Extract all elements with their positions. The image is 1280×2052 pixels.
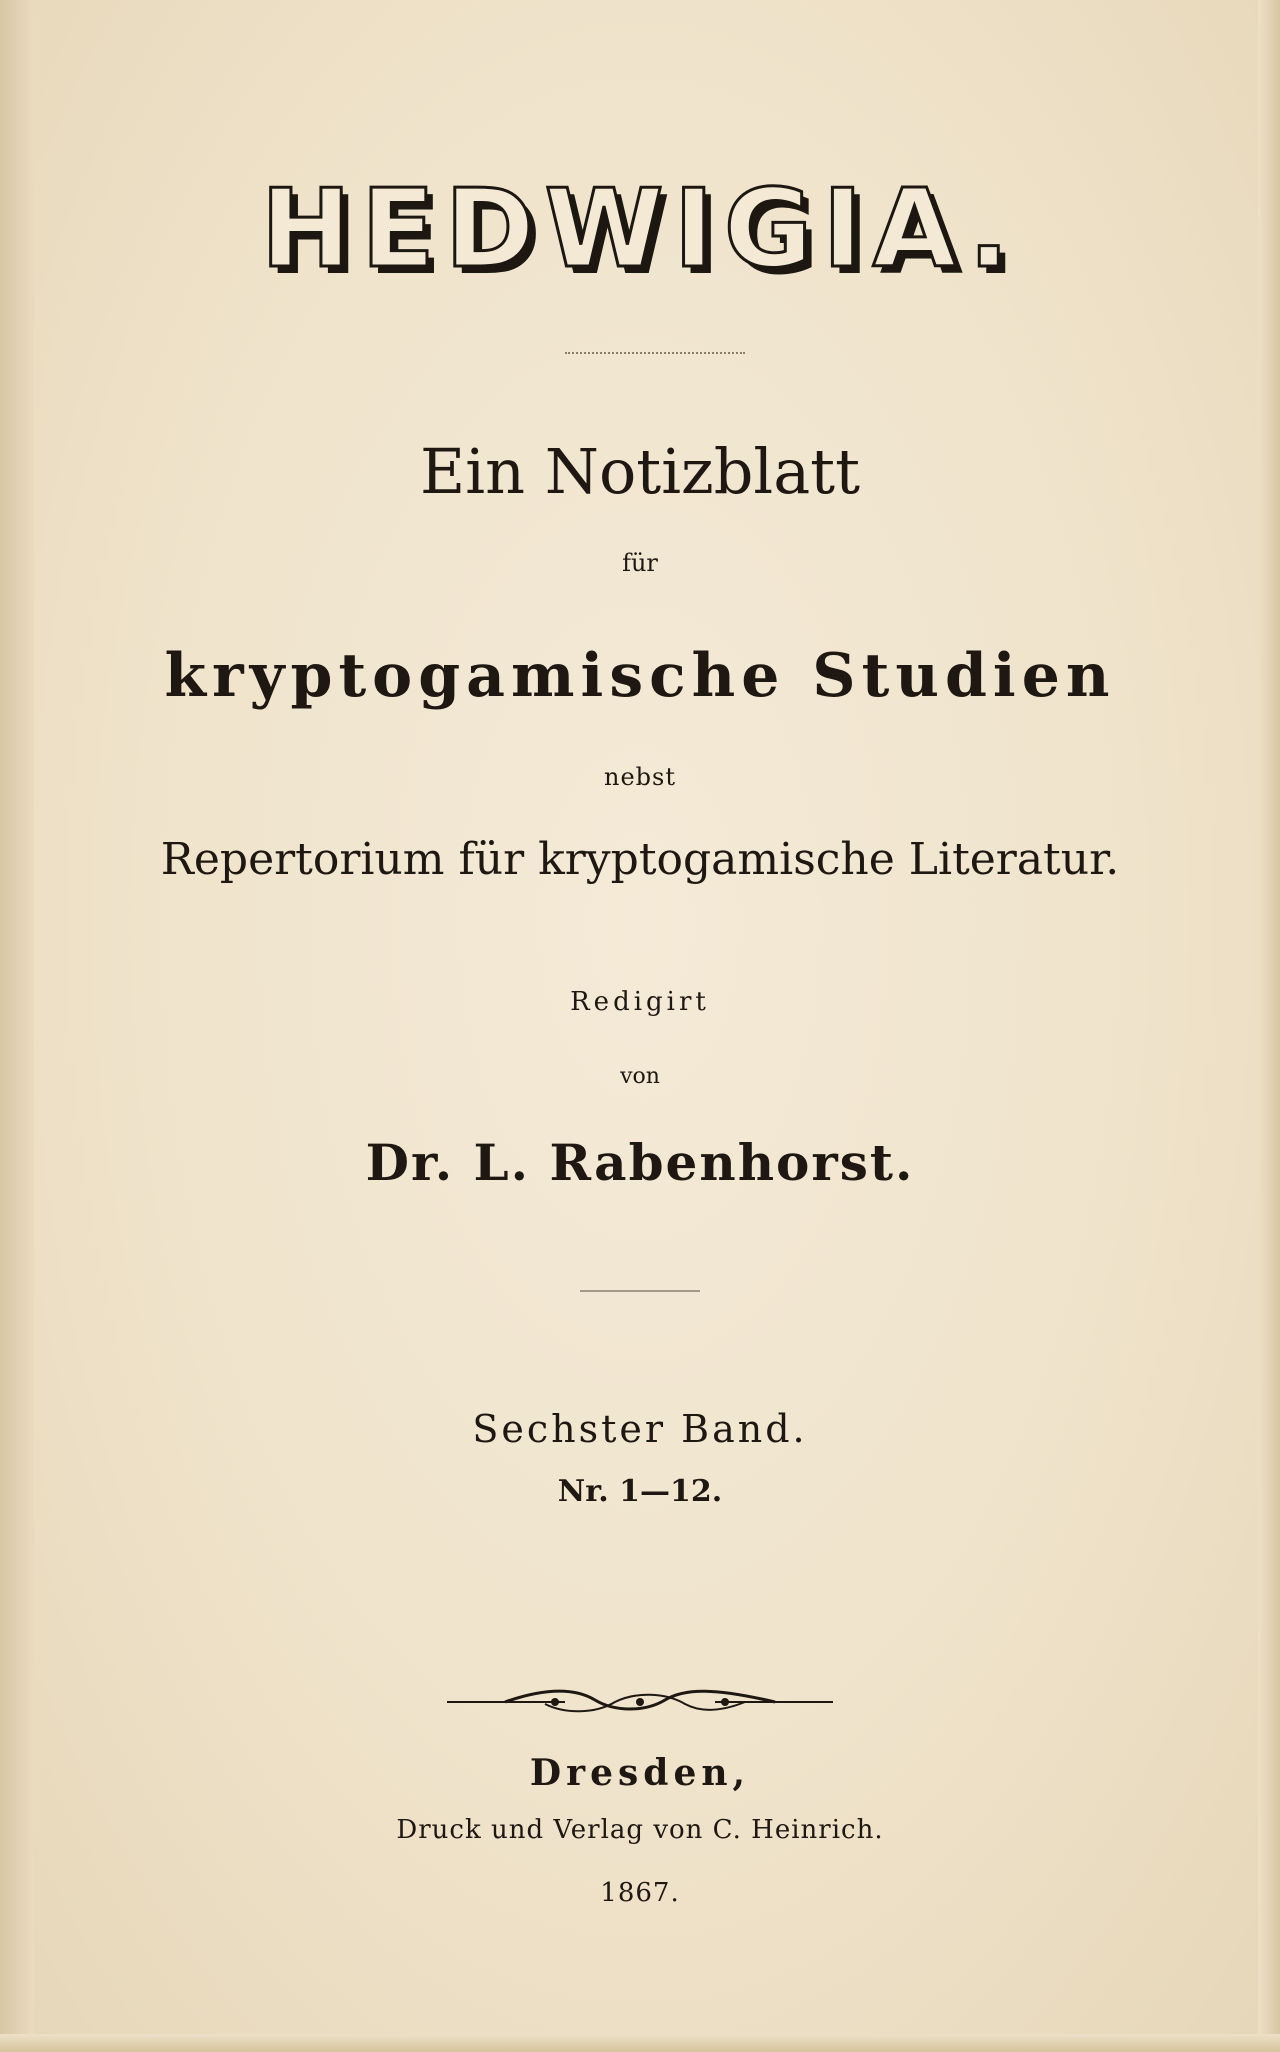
ornamental-rule [445, 1680, 835, 1720]
issue-numbers: Nr. 1—12. [557, 1474, 723, 1509]
repertorium-line: Repertorium für kryptogamische Literatur. [160, 834, 1120, 885]
redigirt-text: Redigirt [570, 987, 710, 1017]
main-topic: kryptogamische Studien [164, 641, 1116, 711]
volume-label: Sechster Band. [472, 1407, 808, 1451]
publication-year: 1867. [600, 1878, 680, 1908]
nebst-text: nebst [604, 763, 676, 791]
subtitle: Ein Notizblatt [419, 435, 861, 508]
title-dotted-rule [565, 352, 745, 354]
page-edge-bottom [0, 2034, 1280, 2052]
journal-title: HEDWIGIA. [260, 167, 1020, 292]
fuer-text: für [622, 549, 658, 577]
page-edge-right [1258, 0, 1280, 2052]
city: Dresden, [529, 1752, 751, 1794]
printer-line: Druck und Verlag von C. Heinrich. [396, 1815, 884, 1845]
page-edge-left [0, 0, 34, 2052]
editor-name: Dr. L. Rabenhorst. [365, 1133, 915, 1192]
von-text: von [620, 1064, 660, 1089]
separator-rule [580, 1290, 700, 1292]
